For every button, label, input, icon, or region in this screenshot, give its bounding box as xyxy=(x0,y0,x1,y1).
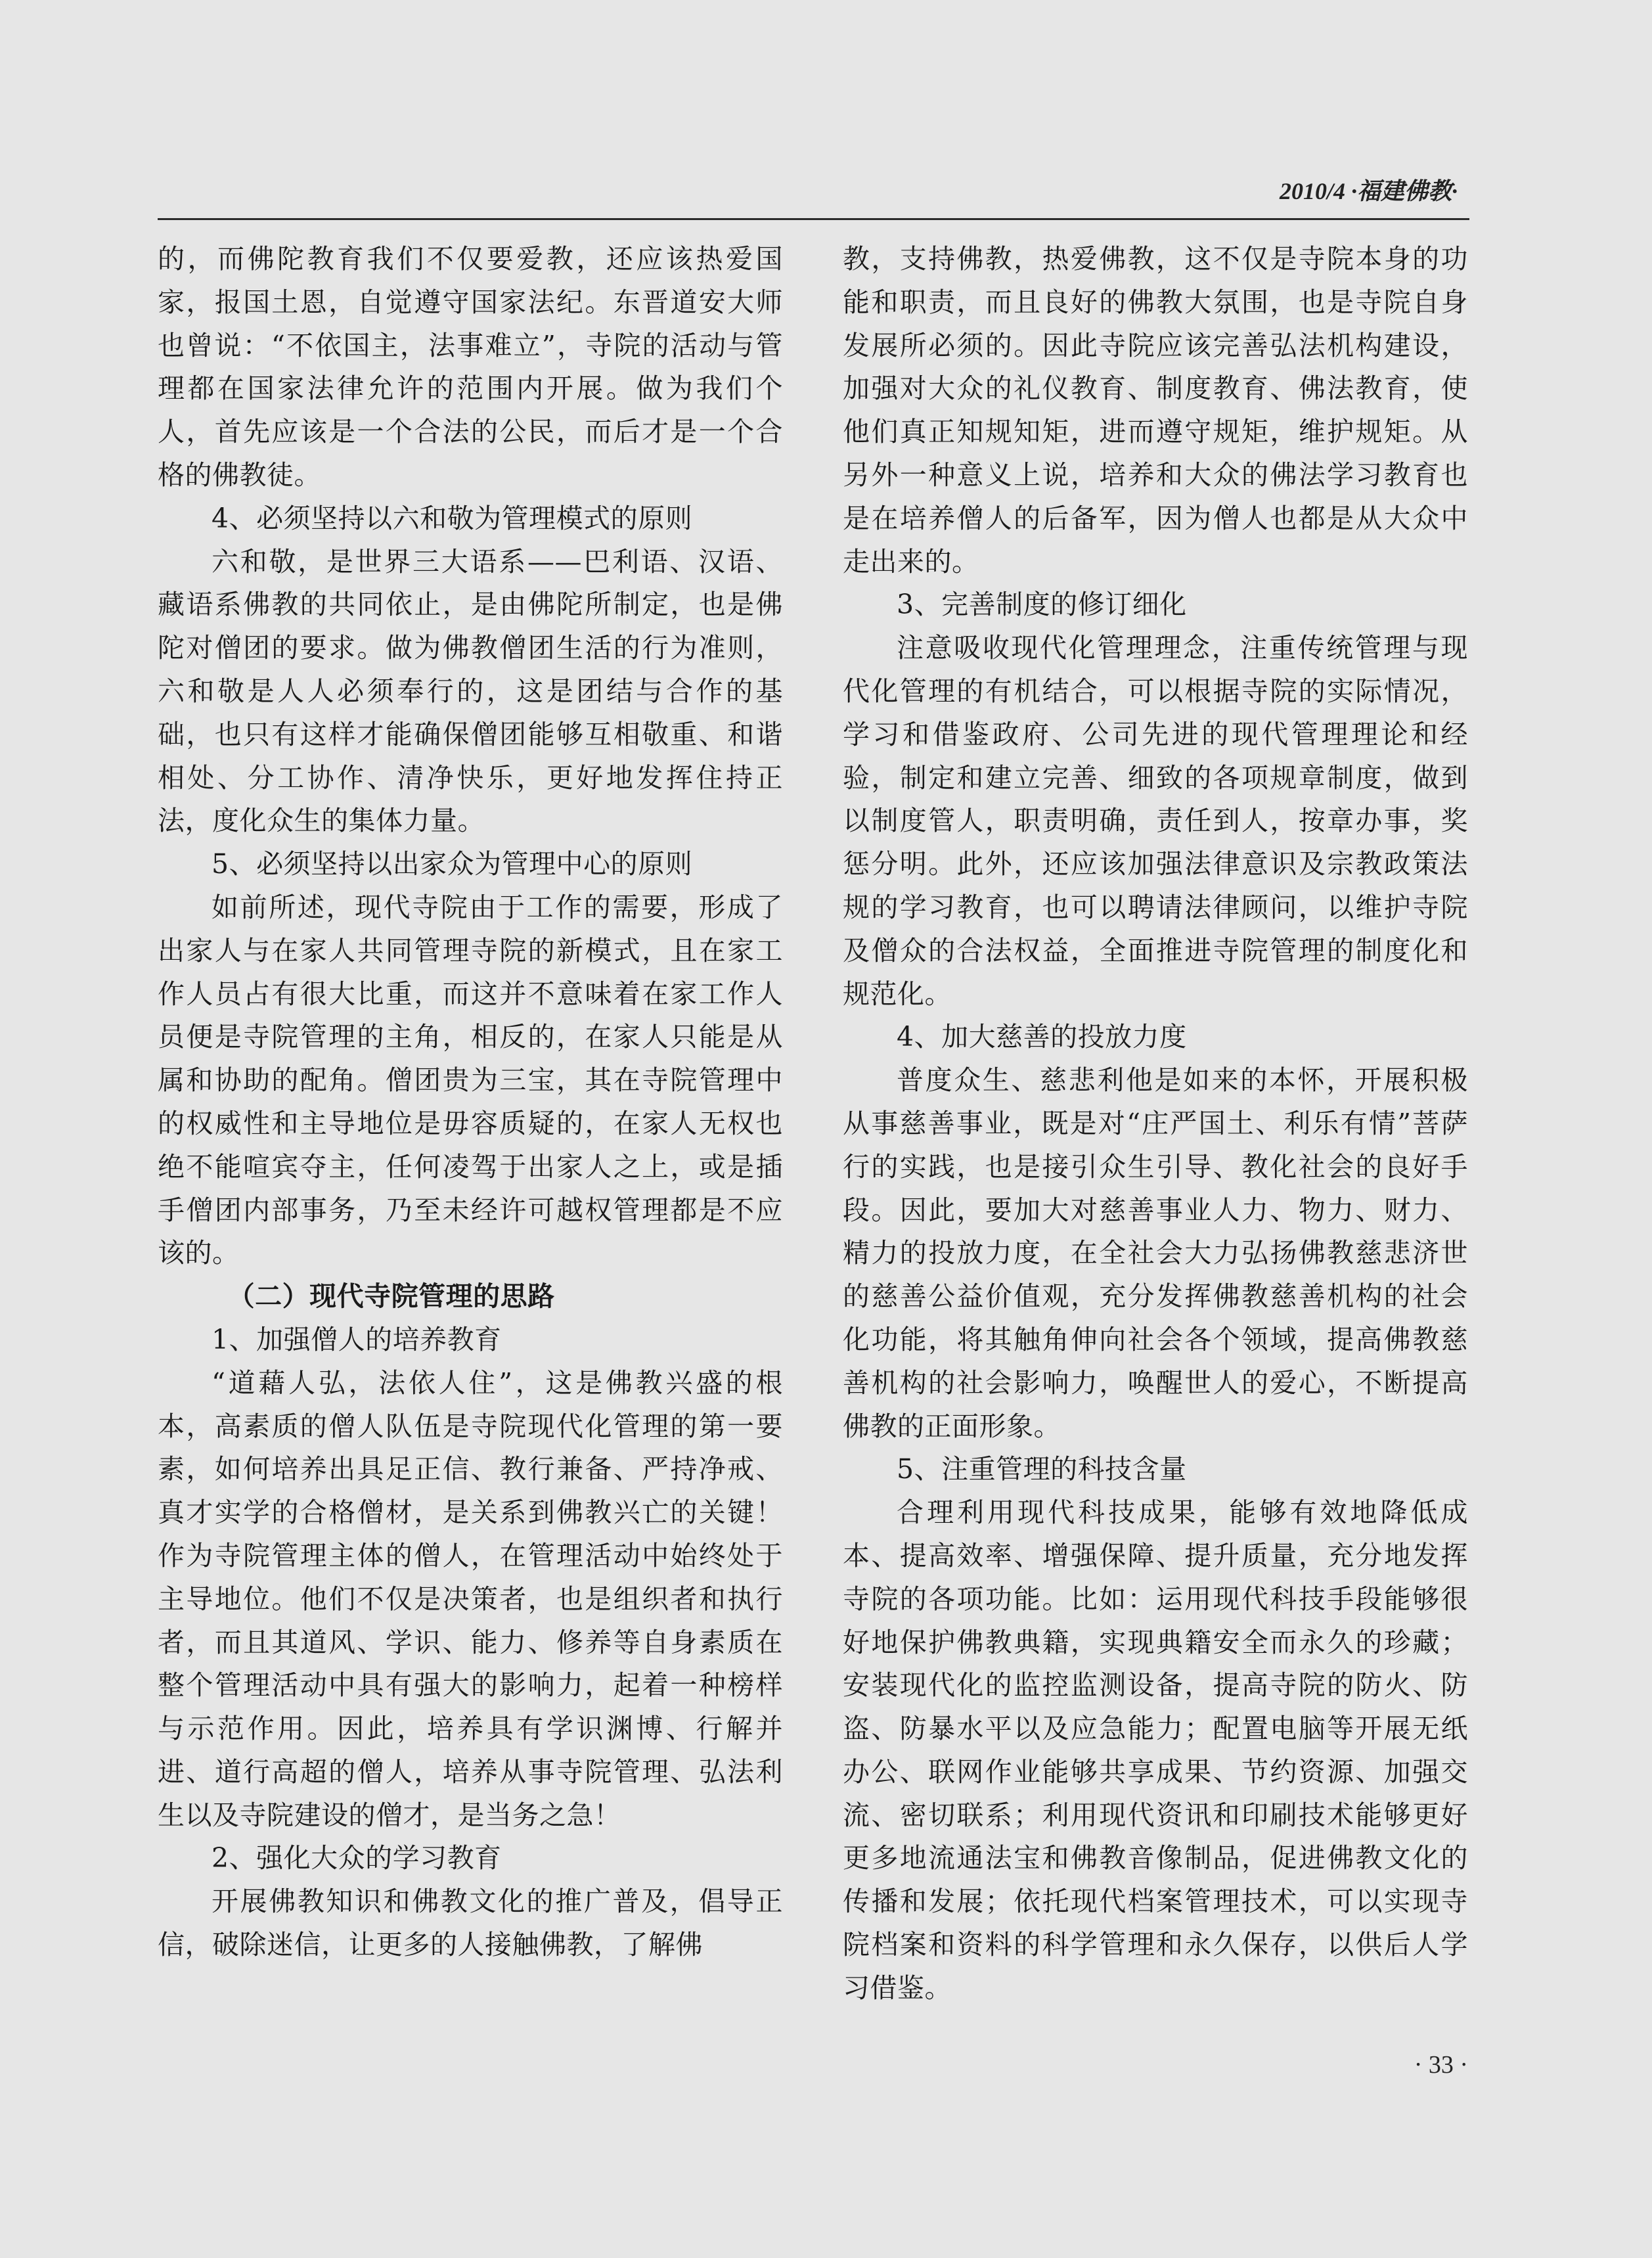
section-heading: 4、必须坚持以六和敬为管理模式的原则 xyxy=(212,502,693,534)
paragraph: 开展佛教知识和佛教文化的推广普及，倡导正信，破除迷信，让更多的人接触佛教，了解佛 xyxy=(158,1885,783,1961)
left-column xyxy=(158,238,783,1967)
section-heading: 2、强化大众的学习教育 xyxy=(212,1842,502,1874)
right-column xyxy=(843,238,1468,2010)
paragraph: 如前所述，现代寺院由于工作的需要，形成了出家人与在家人共同管理寺院的新模式，且在家工作人员占有很大比重，而这并不意味着在家工作人员便是寺院管理的主角，相反的，在家人只能是从属和协助的配角。僧团贵为三宝，其在寺院管理中的权威性和主导地位是毋容质疑的，在家人无权也绝不能喧宾夺主，任何凌驾于出家人之上，或是插手僧团内部事务，乃至未经许可越权管理都是不应该的。 xyxy=(158,891,783,1269)
paragraph: 六和敬，是世界三大语系——巴利语、汉语、藏语系佛教的共同依止，是由佛陀所制定，也是佛陀对僧团的要求。做为佛教僧团生活的行为准则，六和敬是人人必须奉行的，这是团结与合作的基础，也只有这样才能确保僧团能够互相敬重、和谐相处、分工协作、清净快乐，更好地发挥住持正法，度化众生的集体力量。 xyxy=(158,545,783,837)
section-heading: 5、注重管理的科技含量 xyxy=(897,1453,1187,1485)
paragraph: “道藉人弘，法依人住”，这是佛教兴盛的根本，高素质的僧人队伍是寺院现代化管理的第一要素，如何培养出具足正信、教行兼备、严持净戒、真才实学的合格僧材，是关系到佛教兴亡的关键！作为寺院管理主体的僧人，在管理活动中始终处于主导地位。他们不仅是决策者，也是组织者和执行者，而且其道风、学识、能力、修养等自身素质在整个管理活动中具有强大的影响力，起着一种榜样与示范作用。因此，培养具有学识渊博、行解并进、道行高超的僧人，培养从事寺院管理、弘法利生以及寺院建设的僧才，是当务之急！ xyxy=(158,1366,783,1831)
paragraph: 的，而佛陀教育我们不仅要爱教，还应该热爱国家，报国土恩，自觉遵守国家法纪。东晋道安大师也曾说：“不依国主，法事难立”，寺院的活动与管理都在国家法律允许的范围内开展。做为我们个人，首先应该是一个合法的公民，而后才是一个合格的佛教徒。 xyxy=(158,243,783,491)
chapter-subheading: （二）现代寺院管理的思路 xyxy=(227,1280,555,1313)
paragraph: 教，支持佛教，热爱佛教，这不仅是寺院本身的功能和职责，而且良好的佛教大氛围，也是寺院自身发展所必须的。因此寺院应该完善弘法机构建设，加强对大众的礼仪教育、制度教育、佛法教育，使他们真正知规知矩，进而遵守规矩，维护规矩。从另外一种意义上说，培养和大众的佛法学习教育也是在培养僧人的后备军，因为僧人也都是从大众中走出来的。 xyxy=(843,243,1468,577)
section-heading: 3、完善制度的修订细化 xyxy=(897,589,1187,621)
section-heading: 1、加强僧人的培养教育 xyxy=(212,1323,502,1355)
section-heading: 4、加大慈善的投放力度 xyxy=(897,1021,1187,1053)
paragraph: 注意吸收现代化管理理念，注重传统管理与现代化管理的有机结合，可以根据寺院的实际情况，学习和借鉴政府、公司先进的现代管理理论和经验，制定和建立完善、细致的各项规章制度，做到以制度管人，职责明确，责任到人，按章办事，奖惩分明。此外，还应该加强法律意识及宗教政策法规的学习教育，也可以聘请法律顾问，以维护寺院及僧众的合法权益，全面推进寺院管理的制度化和规范化。 xyxy=(843,632,1468,1010)
section-heading: 5、必须坚持以出家众为管理中心的原则 xyxy=(212,848,693,880)
paragraph: 普度众生、慈悲利他是如来的本怀，开展积极从事慈善事业，既是对“庄严国土、利乐有情”菩萨行的实践，也是接引众生引导、教化社会的良好手段。因此，要加大对慈善事业人力、物力、财力、精力的投放力度，在全社会大力弘扬佛教慈悲济世的慈善公益价值观，充分发挥佛教慈善机构的社会化功能，将其触角伸向社会各个领域，提高佛教慈善机构的社会影响力，唤醒世人的爱心，不断提高佛教的正面形象。 xyxy=(843,1064,1468,1442)
running-header xyxy=(158,172,1469,220)
page-number: · 33 · xyxy=(1414,2051,1468,2079)
paragraph: 合理利用现代科技成果，能够有效地降低成本、提高效率、增强保障、提升质量，充分地发挥寺院的各项功能。比如：运用现代科技手段能够很好地保护佛教典籍，实现典籍安全而永久的珍藏；安装现代化的监控监测设备，提高寺院的防火、防盗、防暴水平以及应急能力；配置电脑等开展无纸办公、联网作业能够共享成果、节约资源、加强交流、密切联系；利用现代资讯和印刷技术能够更好更多地流通法宝和佛教音像制品，促进佛教文化的传播和发展；依托现代档案管理技术，可以实现寺院档案和资料的科学管理和永久保存，以供后人学习借鉴。 xyxy=(843,1497,1468,2004)
journal-issue-header: 2010/4 ·福建佛教· xyxy=(1279,178,1458,204)
